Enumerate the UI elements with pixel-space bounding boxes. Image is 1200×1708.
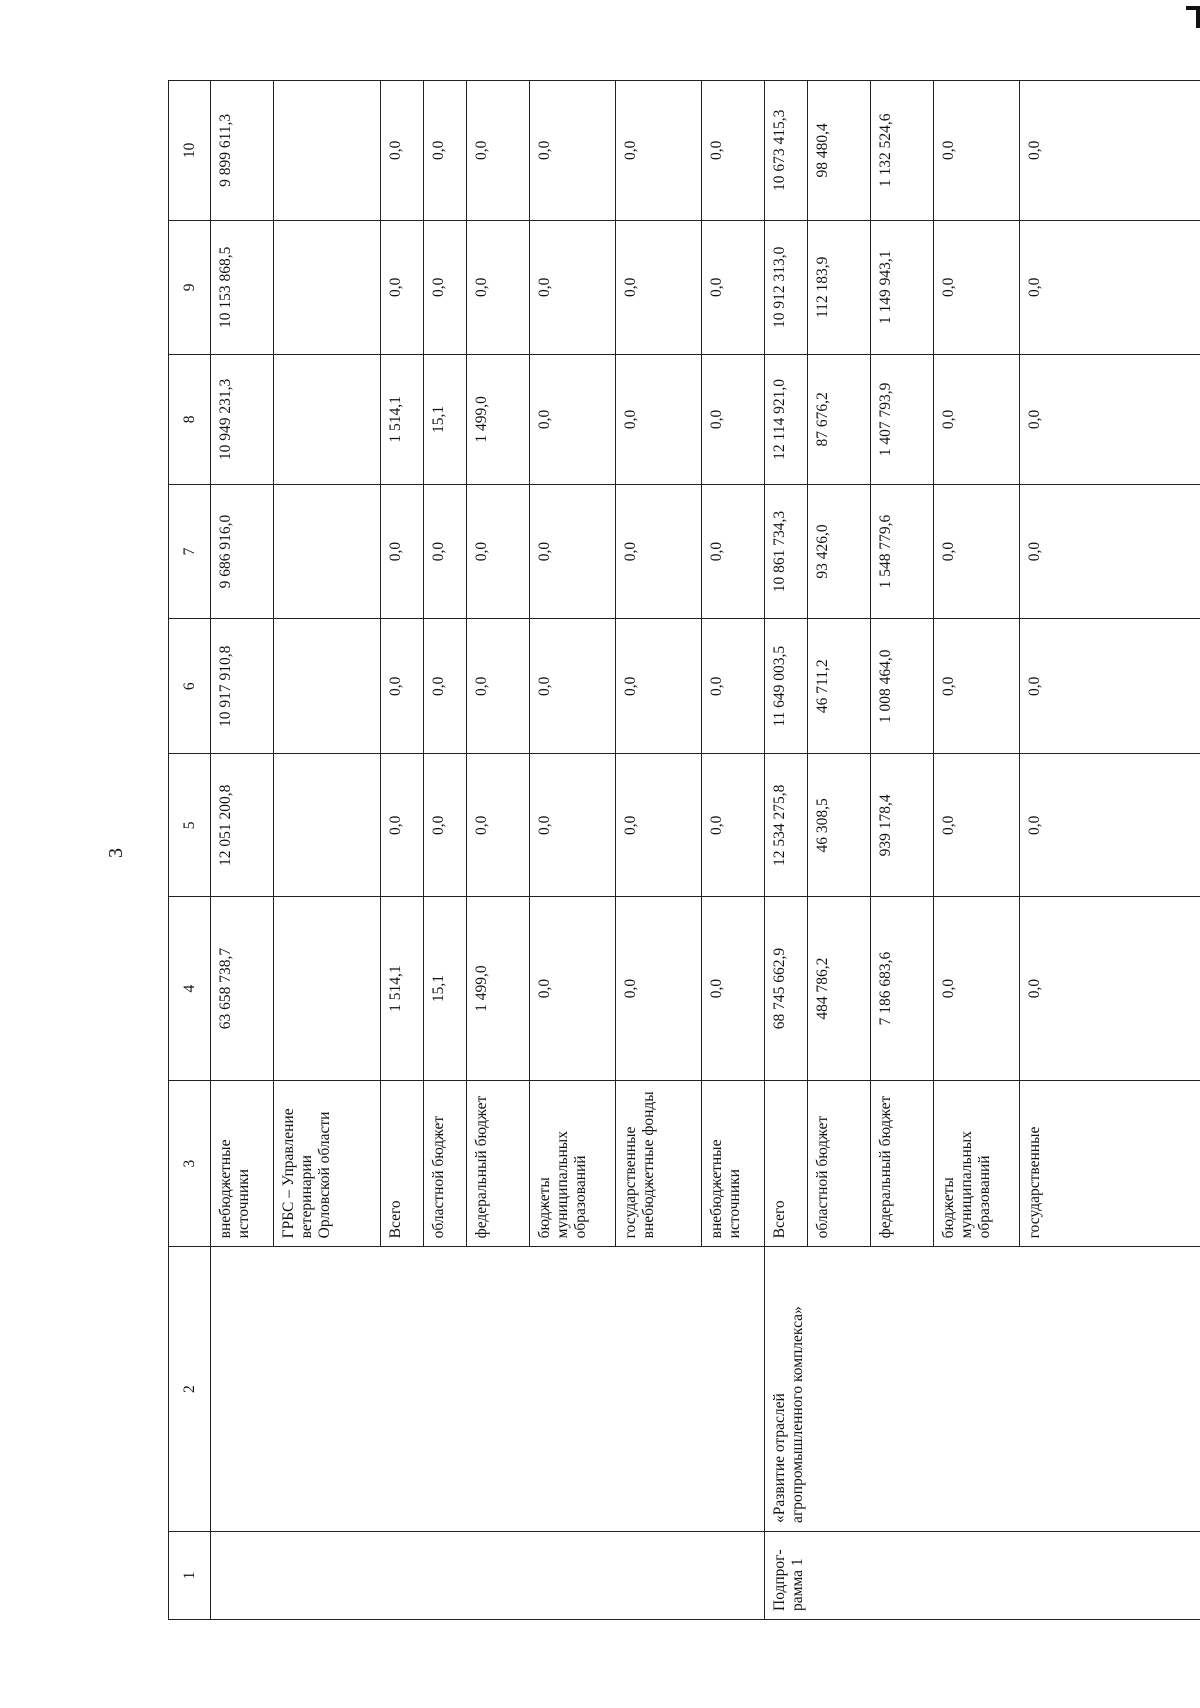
value-cell: 0,0 [1020,754,1200,897]
value-cell: 0,0 [424,619,467,754]
value-cell: 0,0 [381,754,424,897]
value-cell: 0,0 [1020,484,1200,618]
value-cell: 0,0 [530,81,616,221]
value-cell: 1 407 793,9 [871,354,934,484]
value-cell: 1 132 524,6 [871,81,934,221]
value-cell [274,897,381,1081]
header-cell: 7 [169,484,211,618]
value-cell: 12 114 921,0 [765,354,808,484]
value-cell: 0,0 [616,484,702,618]
value-cell: 10 949 231,3 [211,354,274,484]
value-cell: 0,0 [424,220,467,354]
value-cell: 0,0 [1020,220,1200,354]
value-cell: 0,0 [467,81,530,221]
program-code-cell: Подпрог-рамма 1 [765,1531,1200,1619]
value-cell: 0,0 [530,354,616,484]
value-cell: 0,0 [934,354,1020,484]
value-cell: 0,0 [1020,81,1200,221]
value-cell: 11 649 003,5 [765,619,808,754]
header-cell: 9 [169,220,211,354]
value-cell: 0,0 [702,81,765,221]
source-cell: федеральный бюджет [871,1080,934,1246]
header-cell: 4 [169,897,211,1081]
header-cell: 3 [169,1080,211,1246]
value-cell: 0,0 [616,81,702,221]
table-row [211,81,274,1620]
value-cell: 0,0 [424,81,467,221]
value-cell [274,354,381,484]
value-cell: 1 008 464,0 [871,619,934,754]
value-cell: 0,0 [530,754,616,897]
source-cell: ГРБС – Управление ветеринарии Орловской области [274,1080,381,1246]
value-cell: 112 183,9 [808,220,871,354]
header-cell: 6 [169,619,211,754]
budget-table-rotated [168,80,1200,1620]
value-cell: 1 514,1 [381,354,424,484]
value-cell: 0,0 [530,220,616,354]
value-cell: 9 686 916,0 [211,484,274,618]
value-cell: 0,0 [934,220,1020,354]
source-cell: государственные внебюджетные фонды [616,1080,702,1246]
value-cell: 0,0 [702,354,765,484]
page-number: 3 [105,848,127,858]
table-row [765,81,808,1620]
source-cell: государственные [1020,1080,1200,1246]
value-cell: 12 534 275,8 [765,754,808,897]
value-cell: 0,0 [467,220,530,354]
value-cell: 12 051 200,8 [211,754,274,897]
source-cell: областной бюджет [424,1080,467,1246]
budget-table [168,80,1200,1620]
value-cell: 0,0 [934,81,1020,221]
value-cell [274,754,381,897]
value-cell: 0,0 [381,484,424,618]
value-cell: 0,0 [530,619,616,754]
source-cell: федеральный бюджет [467,1080,530,1246]
source-cell: внебюджетные источники [702,1080,765,1246]
value-cell: 1 548 779,6 [871,484,934,618]
value-cell: 10 861 734,3 [765,484,808,618]
header-row [169,81,211,1620]
value-cell: 10 917 910,8 [211,619,274,754]
value-cell: 1 514,1 [381,897,424,1081]
value-cell: 0,0 [381,619,424,754]
value-cell: 1 499,0 [467,354,530,484]
value-cell: 0,0 [702,484,765,618]
header-cell: 2 [169,1247,211,1532]
source-cell: областной бюджет [808,1080,871,1246]
value-cell: 98 480,4 [808,81,871,221]
value-cell: 0,0 [702,619,765,754]
value-cell: 10 673 415,3 [765,81,808,221]
value-cell: 63 658 738,7 [211,897,274,1081]
value-cell: 484 786,2 [808,897,871,1081]
value-cell [274,81,381,221]
value-cell: 46 308,5 [808,754,871,897]
program-name-cell [211,1247,765,1532]
value-cell: 0,0 [934,484,1020,618]
value-cell: 1 499,0 [467,897,530,1081]
value-cell: 0,0 [934,754,1020,897]
value-cell [274,484,381,618]
value-cell: 1 149 943,1 [871,220,934,354]
source-cell: бюджеты муниципальных образований [530,1080,616,1246]
value-cell: 0,0 [381,220,424,354]
value-cell: 0,0 [381,81,424,221]
value-cell: 0,0 [616,220,702,354]
value-cell: 7 186 683,6 [871,897,934,1081]
value-cell: 0,0 [467,619,530,754]
value-cell: 0,0 [616,354,702,484]
value-cell: 0,0 [467,754,530,897]
program-name-cell: «Развитие отраслей агропромышленного комплекса» [765,1247,1200,1532]
value-cell: 15,1 [424,354,467,484]
header-cell: 5 [169,754,211,897]
source-cell: внебюджетные источники [211,1080,274,1246]
value-cell: 0,0 [467,484,530,618]
source-cell: бюджеты муниципальных образований [934,1080,1020,1246]
value-cell: 93 426,0 [808,484,871,618]
value-cell: 0,0 [616,619,702,754]
value-cell: 0,0 [1020,619,1200,754]
value-cell: 46 711,2 [808,619,871,754]
value-cell: 0,0 [616,754,702,897]
value-cell: 0,0 [616,897,702,1081]
value-cell: 0,0 [1020,897,1200,1081]
value-cell: 10 912 313,0 [765,220,808,354]
value-cell: 0,0 [702,754,765,897]
value-cell: 0,0 [530,897,616,1081]
value-cell: 939 178,4 [871,754,934,897]
source-cell: Всего [765,1080,808,1246]
value-cell: 0,0 [424,484,467,618]
program-code-cell [211,1531,765,1619]
edge-mark-vertical [1196,6,1200,28]
value-cell: 87 676,2 [808,354,871,484]
header-cell: 1 [169,1531,211,1619]
value-cell: 10 153 868,5 [211,220,274,354]
value-cell: 0,0 [424,754,467,897]
value-cell: 9 899 611,3 [211,81,274,221]
value-cell: 0,0 [1020,354,1200,484]
value-cell [274,220,381,354]
source-cell: Всего [381,1080,424,1246]
value-cell: 15,1 [424,897,467,1081]
value-cell: 0,0 [934,619,1020,754]
header-cell: 8 [169,354,211,484]
value-cell: 0,0 [702,897,765,1081]
header-cell: 10 [169,81,211,221]
value-cell: 68 745 662,9 [765,897,808,1081]
value-cell: 0,0 [702,220,765,354]
value-cell [274,619,381,754]
value-cell: 0,0 [530,484,616,618]
value-cell: 0,0 [934,897,1020,1081]
